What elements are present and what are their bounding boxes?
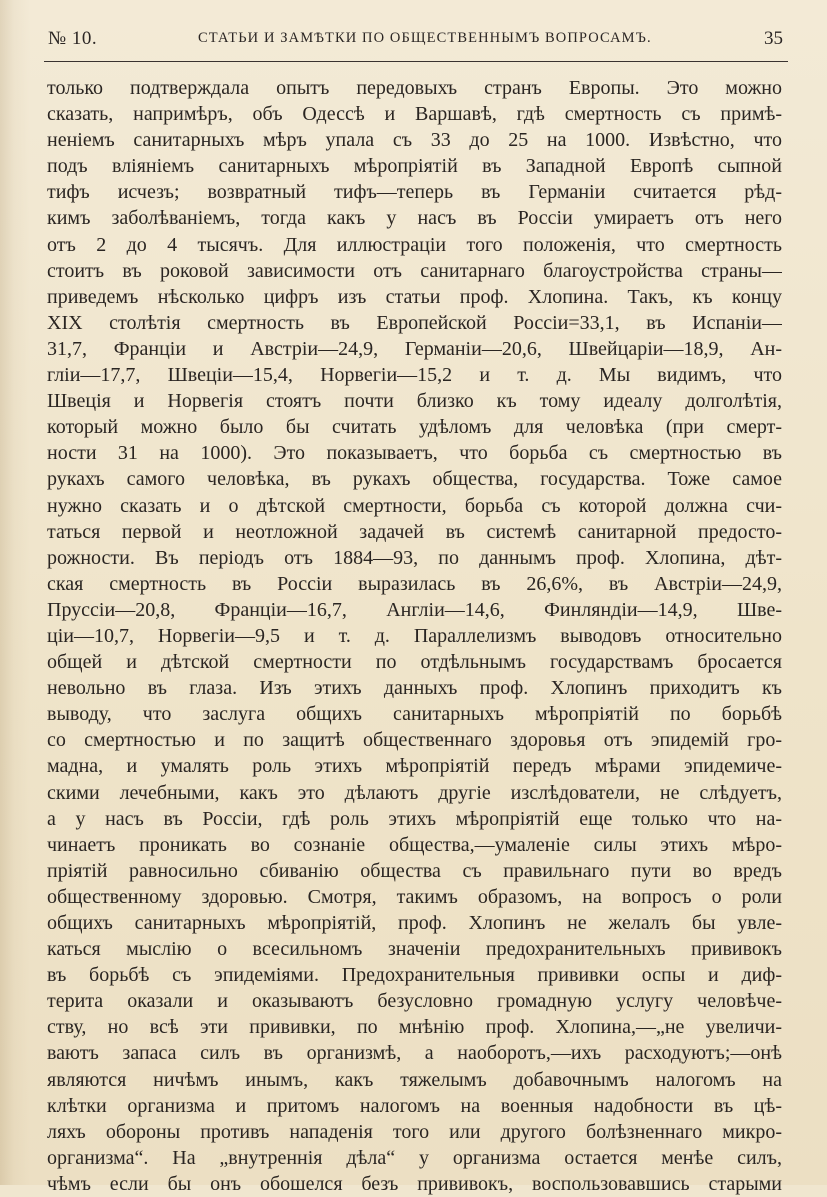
text-line: терита оказали и оказываютъ безусловно громадную услугу человѣче-: [47, 990, 782, 1013]
text-line: общей и дѣтской смертности по отдѣльнымъ государствамъ бросается: [47, 651, 782, 674]
text-line: скими лечебными, какъ это дѣлаютъ другіе изслѣдователи, не слѣдуетъ,: [47, 781, 782, 804]
text-line: отъ 2 до 4 тысячъ. Для иллюстраціи того положенія, что смертность: [47, 233, 782, 256]
text-line: ству, но всѣ эти прививки, по мнѣнію проф. Хлопина,—„не увеличи-: [47, 1016, 782, 1039]
text-line: тифъ исчезъ; возвратный тифъ—теперь въ Германіи считается рѣд-: [47, 181, 782, 204]
text-line: ности 31 на 1000). Это показываетъ, что борьба съ смертностью въ: [47, 442, 782, 465]
text-line: являются ничѣмъ инымъ, какъ тяжелымъ добавочнымъ налогомъ на: [47, 1068, 782, 1091]
text-line: гліи—17,7, Швеціи—15,4, Норвегіи—15,2 и т. д. Мы видимъ, что: [47, 364, 782, 387]
running-header: [48, 28, 783, 54]
section-title: СТАТЬИ И ЗАМѢТКИ ПО ОБЩЕСТВЕННЫМЪ ВОПРОСАМЪ.: [198, 30, 652, 46]
text-line: Швеція и Норвегія стоятъ почти близко къ тому идеалу долголѣтія,: [47, 390, 782, 413]
text-line: общественному здоровью. Смотря, такимъ образомъ, на вопросъ о роли: [47, 885, 782, 908]
text-line: мадна, и умалять роль этихъ мѣропріятій передъ мѣрами эпидемиче-: [47, 755, 782, 778]
text-line: чѣмъ если бы онъ обошелся безъ прививокъ, воспользовавшись старыми: [47, 1172, 782, 1195]
text-line: 31,7, Франціи и Австріи—24,9, Германіи—20,6, Швейцаріи—18,9, Ан-: [47, 337, 782, 360]
text-line: общихъ санитарныхъ мѣропріятій, проф. Хлопинъ не желалъ бы увле-: [47, 912, 782, 934]
text-line: чинаетъ проникать во сознаніе общества,—умаленіе силы этихъ мѣро-: [47, 833, 782, 856]
text-line: кимъ заболѣваніемъ, тогда какъ у насъ въ Россіи умираетъ отъ него: [47, 207, 782, 230]
text-line: сказать, напримѣръ, объ Одессѣ и Варшавѣ, гдѣ смертность съ примѣ-: [47, 103, 782, 126]
text-line: который можно было бы считать удѣломъ для человѣка (при смерт-: [47, 416, 782, 439]
text-line: рожности. Въ періодъ отъ 1884—93, по даннымъ проф. Хлопина, дѣт-: [47, 546, 782, 569]
text-line: неніемъ санитарныхъ мѣръ упала съ 33 до 25 на 1000. Извѣстно, что: [47, 129, 782, 152]
text-line: организма“. На „внутреннія дѣла“ у организма остается менѣе силъ,: [47, 1146, 782, 1169]
text-line: каться мыслію о всесильномъ значеніи предохранительныхъ прививокъ: [47, 938, 782, 961]
article-body: [47, 75, 782, 1197]
text-line: стоитъ въ роковой зависимости отъ санитарнаго благоустройства страны—: [47, 259, 782, 282]
text-line: въ борьбѣ съ эпидеміями. Предохранительныя прививки оспы и диф-: [47, 964, 782, 987]
issue-number: № 10.: [48, 28, 98, 49]
text-line: невольно въ глаза. Изъ этихъ данныхъ проф. Хлопинъ приходитъ къ: [47, 677, 782, 700]
text-line: рукахъ самого человѣка, въ рукахъ общества, государства. Тоже самое: [47, 468, 782, 491]
text-line: ская смертность въ Россіи выразилась въ 26,6%, въ Австріи—24,9,: [47, 572, 782, 595]
text-line: XIX столѣтія смертность въ Европейской Россіи=33,1, въ Испаніи—: [47, 311, 782, 334]
text-line: ляхъ обороны противъ нападенія того или другого болѣзненнаго микро-: [47, 1120, 782, 1143]
text-line: выводу, что заслуга общихъ санитарныхъ мѣропріятій по борьбѣ: [47, 703, 782, 726]
text-line: только подтверждала опытъ передовыхъ странъ Европы. Это можно: [47, 77, 782, 99]
text-line: Пруссіи—20,8, Франціи—16,7, Англіи—14,6, Финляндіи—14,9, Шве-: [47, 598, 782, 621]
text-line: приведемъ нѣсколько цифръ изъ статьи проф. Хлопина. Такъ, къ концу: [47, 285, 782, 308]
header-rule: [44, 61, 788, 62]
text-line: подъ вліяніемъ санитарныхъ мѣропріятій въ Западной Европѣ сыпной: [47, 155, 782, 178]
text-line: таться первой и неотложной задачей въ системѣ санитарной предосто-: [47, 520, 782, 543]
text-line: ваютъ запаса силъ въ организмѣ, а наоборотъ,—ихъ расходуютъ;—онѣ: [47, 1042, 782, 1065]
text-line: ціи—10,7, Норвегіи—9,5 и т. д. Параллелизмъ выводовъ относительно: [47, 624, 782, 647]
text-line: нужно сказать и о дѣтской смертности, борьба съ которой должна счи-: [47, 494, 782, 517]
page-number: 35: [764, 28, 783, 49]
text-line: клѣтки организма и притомъ налогомъ на военныя надобности въ цѣ-: [47, 1094, 782, 1117]
text-line: со смертностью и по защитѣ общественнаго здоровья отъ эпидемій гро-: [47, 729, 782, 752]
text-line: пріятій равносильно сбиванію общества съ правильнаго пути во вредъ: [47, 859, 782, 882]
text-line: а у насъ въ Россіи, гдѣ роль этихъ мѣропріятій еще только что на-: [47, 807, 782, 830]
